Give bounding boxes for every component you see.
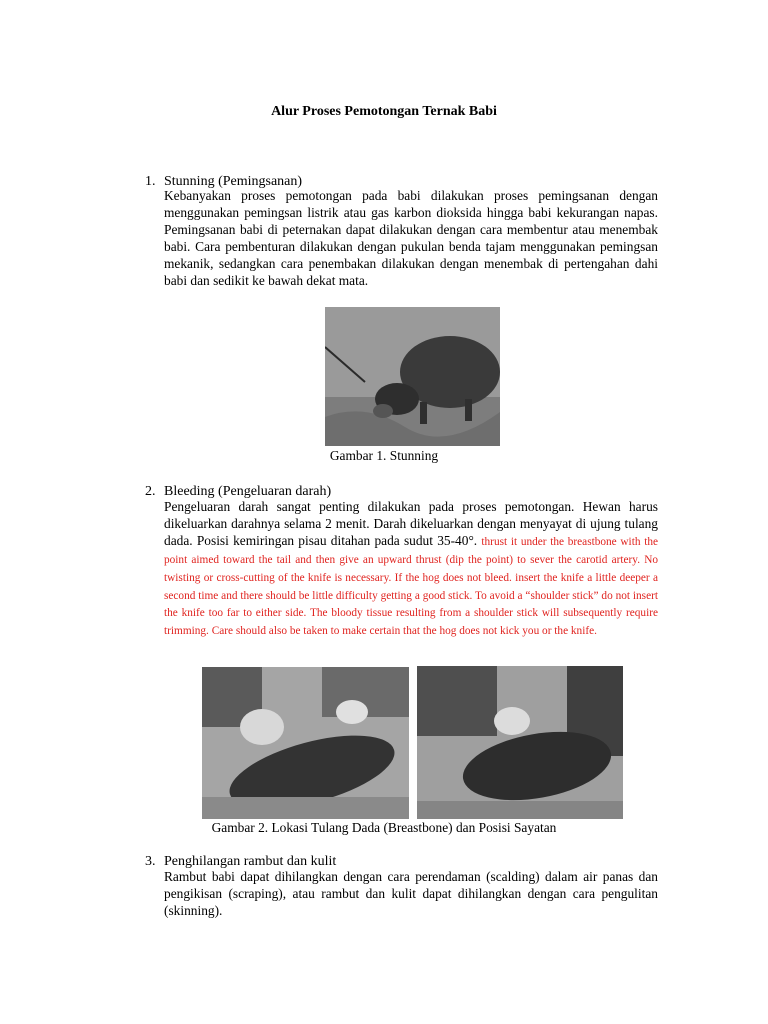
figure-2-caption: Gambar 2. Lokasi Tulang Dada (Breastbone) dan Posisi Sayatan bbox=[211, 820, 557, 835]
section-3-heading bbox=[145, 853, 336, 870]
pig-bleeding-image-left bbox=[202, 667, 409, 819]
section-2-red-text: thrust it under the breastbone with the point aimed toward the tail and then give an upward thrust (dip the point) to sever the carotid artery. No twisting or cross-cutting of the knife is necessary. If the hog does not bleed. insert the knife a little deeper a second time and there should be little difficulty getting a good stick. To avoid a “shoulder stick” do not insert the knife too far to either side. The bloody tissue resulting from a shoulder stick will subsequently require trimming. Care should also be taken to make certain that the hog does not kick you or the knife. bbox=[164, 535, 658, 638]
page-title: Alur Proses Pemotongan Ternak Babi bbox=[271, 104, 497, 119]
section-3-paragraph: Rambut babi dapat dihilangkan dengan cara perendaman (scalding) dalam air panas dan pengikisan (scraping), atau rambut dan kulit dapat dihilangkan dengan cara pengulitan (skinning). bbox=[164, 869, 658, 918]
section-1-paragraph: Kebanyakan proses pemotongan pada babi dilakukan proses pemingsanan dengan menggunakan pemingsan listrik atau gas karbon dioksida hingga babi kekurangan napas. Pemingsanan babi di peternakan dapat dilakukan dengan cara membentur atau menembak babi. Cara pembenturan dilakukan dengan pukulan benda tajam menggunakan pemingsan mekanik, sedangkan cara penembakan dilakukan dengan menembak di pertengahan dahi babi dan sedikit ke bawah dekat mata. bbox=[164, 188, 658, 288]
section-2-heading bbox=[145, 483, 331, 500]
bleeding-photo-right bbox=[417, 666, 623, 819]
section-2-title: Bleeding (Pengeluaran darah) bbox=[164, 484, 332, 499]
section-2-number: 2. bbox=[145, 484, 156, 499]
pig-bleeding-image-right bbox=[417, 666, 623, 819]
bleeding-photo-left bbox=[202, 667, 409, 819]
section-3-title: Penghilangan rambut dan kulit bbox=[164, 854, 337, 869]
figure-1-caption: Gambar 1. Stunning bbox=[329, 448, 439, 463]
pig-stunning-image bbox=[325, 307, 500, 446]
section-2-paragraph bbox=[164, 499, 658, 640]
section-1-number: 1. bbox=[145, 174, 156, 189]
stunning-photo bbox=[325, 307, 500, 446]
section-2-text: Pengeluaran darah sangat penting dilakukan pada proses pemotongan. Hewan harus dikeluarkan darahnya selama 2 menit. Darah dikeluarkan dengan menyayat di ujung tulang dada. Posisi kemiringan pisau ditahan pada sudut 35-40°. bbox=[164, 499, 658, 548]
section-1-title: Stunning (Pemingsanan) bbox=[164, 174, 303, 189]
section-3-number: 3. bbox=[145, 854, 156, 869]
